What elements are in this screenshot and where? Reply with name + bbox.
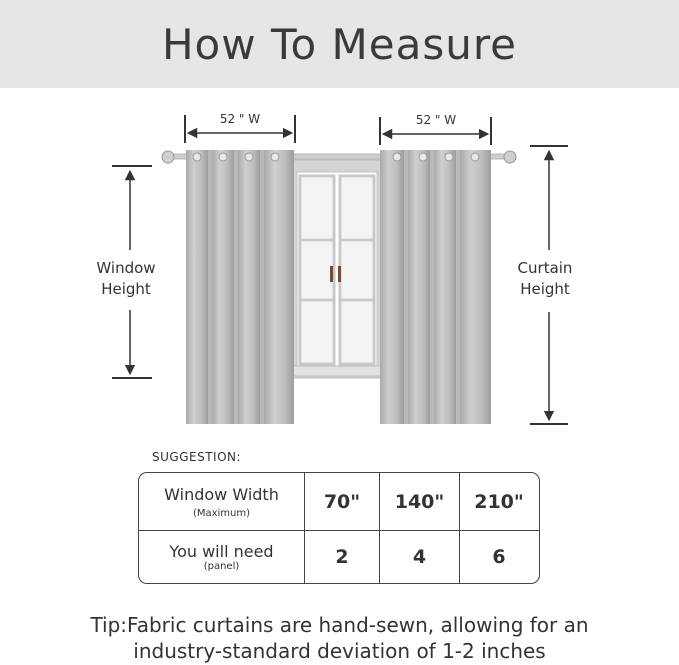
table-cell: 70" (304, 473, 379, 530)
table-cell: 6 (459, 531, 538, 583)
table-cell: 4 (379, 531, 459, 583)
tip-text: Tip:Fabric curtains are hand-sewn, allowing for an industry-standard deviation of 1-2 inches (90, 613, 589, 663)
right-width-label: 52 " W (415, 113, 457, 127)
table-cell: 2 (304, 531, 379, 583)
right-curtain-panel (380, 150, 491, 424)
page-title: How To Measure (161, 20, 518, 69)
table-row-panels-needed (139, 531, 539, 583)
table-cell: 210" (459, 473, 538, 530)
row-header-you-will-need: You will need (panel) (169, 542, 274, 572)
suggestion-table (138, 472, 540, 584)
curtain-height-label: Curtain Height (517, 259, 573, 298)
row-header-window-width: Window Width (Maximum) (164, 484, 279, 519)
window (288, 160, 386, 378)
table-cell: 140" (379, 473, 459, 530)
left-curtain-panel (186, 150, 294, 424)
right-width-dimension (380, 110, 491, 145)
table-row-window-width (139, 473, 539, 531)
left-width-dimension (185, 110, 295, 143)
left-width-label: 52 " W (219, 112, 261, 126)
window-height-label: Window Height (96, 259, 156, 298)
suggestion-label: SUGGESTION: (152, 450, 242, 464)
